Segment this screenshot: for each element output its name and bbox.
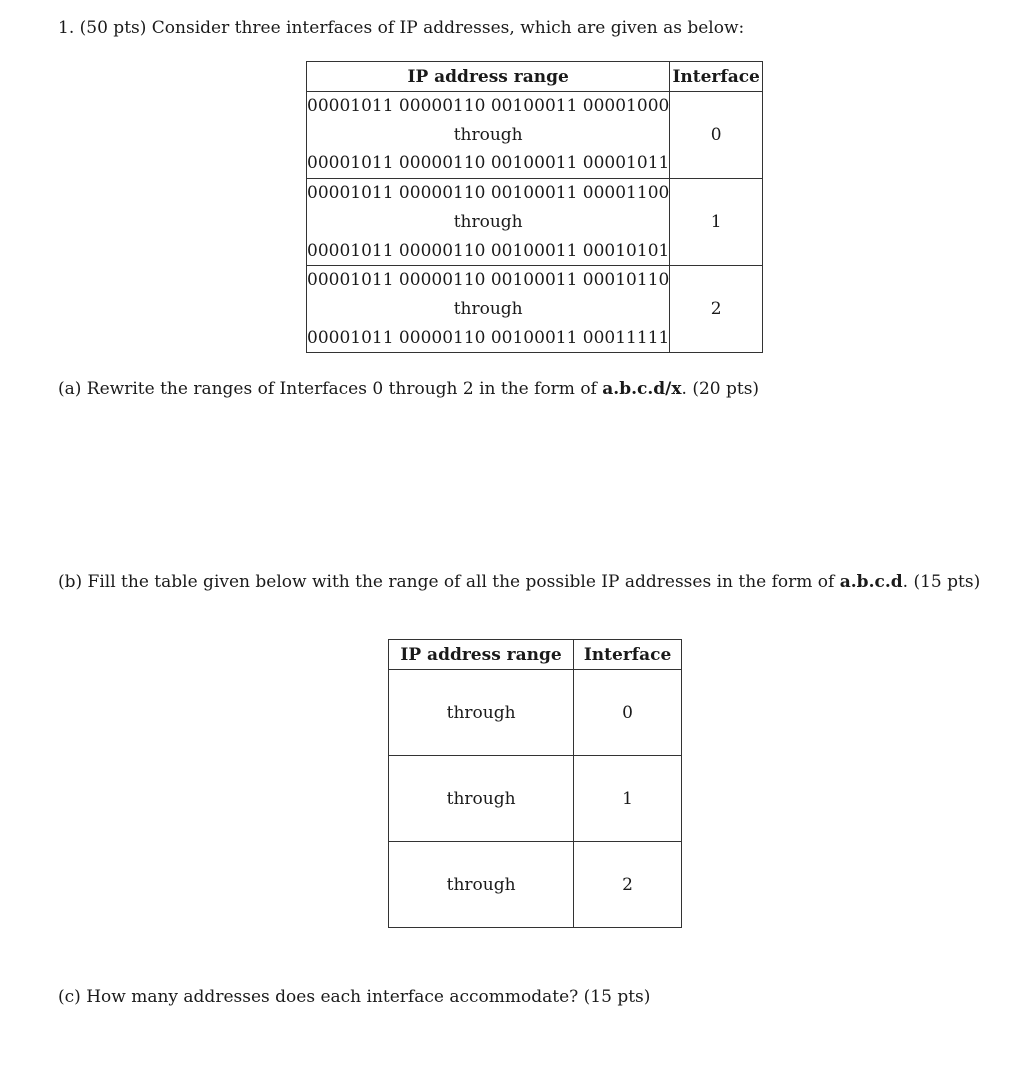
range-end: 00001011 00000110 00100011 00001011	[307, 153, 670, 174]
interface-cell: 1	[670, 179, 763, 266]
question-number: 1.	[58, 18, 75, 38]
table-row	[389, 756, 682, 842]
range-end: 00001011 00000110 00100011 00010101	[307, 240, 670, 261]
range-through: through	[453, 298, 523, 319]
part-b-format: a.b.c.d	[839, 572, 903, 592]
ip-range-table	[306, 61, 763, 353]
part-a	[58, 379, 759, 399]
range-start: 00001011 00000110 00100011 00010110	[307, 270, 670, 291]
header-interface: Interface	[670, 62, 763, 92]
table-row	[307, 266, 763, 353]
answer-range-cell[interactable]: through	[389, 756, 574, 842]
part-b-points: . (15 pts)	[902, 572, 981, 592]
header-ip-range: IP address range	[307, 62, 670, 92]
table-row	[389, 842, 682, 928]
part-b	[58, 572, 980, 592]
interface-cell: 2	[670, 266, 763, 353]
interface-cell: 0	[670, 92, 763, 179]
question-intro-text: (50 pts) Consider three interfaces of IP addresses, which are given as below:	[79, 18, 745, 38]
range-cell	[307, 179, 670, 266]
part-a-points: . (20 pts)	[681, 379, 760, 399]
table-row	[307, 179, 763, 266]
part-a-format: a.b.c.d/x	[602, 379, 682, 399]
range-cell	[307, 266, 670, 353]
answer-range-cell[interactable]: through	[389, 842, 574, 928]
header-ip-range: IP address range	[389, 640, 574, 670]
interface-cell: 0	[574, 670, 682, 756]
table-header-row	[389, 640, 682, 670]
range-start: 00001011 00000110 00100011 00001000	[307, 96, 670, 116]
answer-range-cell[interactable]: through	[389, 670, 574, 756]
range-start: 00001011 00000110 00100011 00001100	[307, 183, 670, 204]
range-through: through	[453, 124, 523, 145]
range-cell	[307, 92, 670, 179]
question-intro	[58, 18, 744, 38]
range-through: through	[453, 211, 523, 232]
table-row	[389, 670, 682, 756]
range-end: 00001011 00000110 00100011 00011111	[307, 327, 670, 348]
table-header-row	[307, 62, 763, 92]
part-c: (c) How many addresses does each interface accommodate? (15 pts)	[58, 987, 651, 1007]
header-interface: Interface	[574, 640, 682, 670]
interface-cell: 2	[574, 842, 682, 928]
answer-table	[388, 639, 682, 928]
table-row	[307, 92, 763, 179]
part-a-text: (a) Rewrite the ranges of Interfaces 0 through 2 in the form of	[58, 379, 597, 399]
part-b-text: (b) Fill the table given below with the range of all the possible IP addresses in the form of	[58, 572, 835, 592]
interface-cell: 1	[574, 756, 682, 842]
